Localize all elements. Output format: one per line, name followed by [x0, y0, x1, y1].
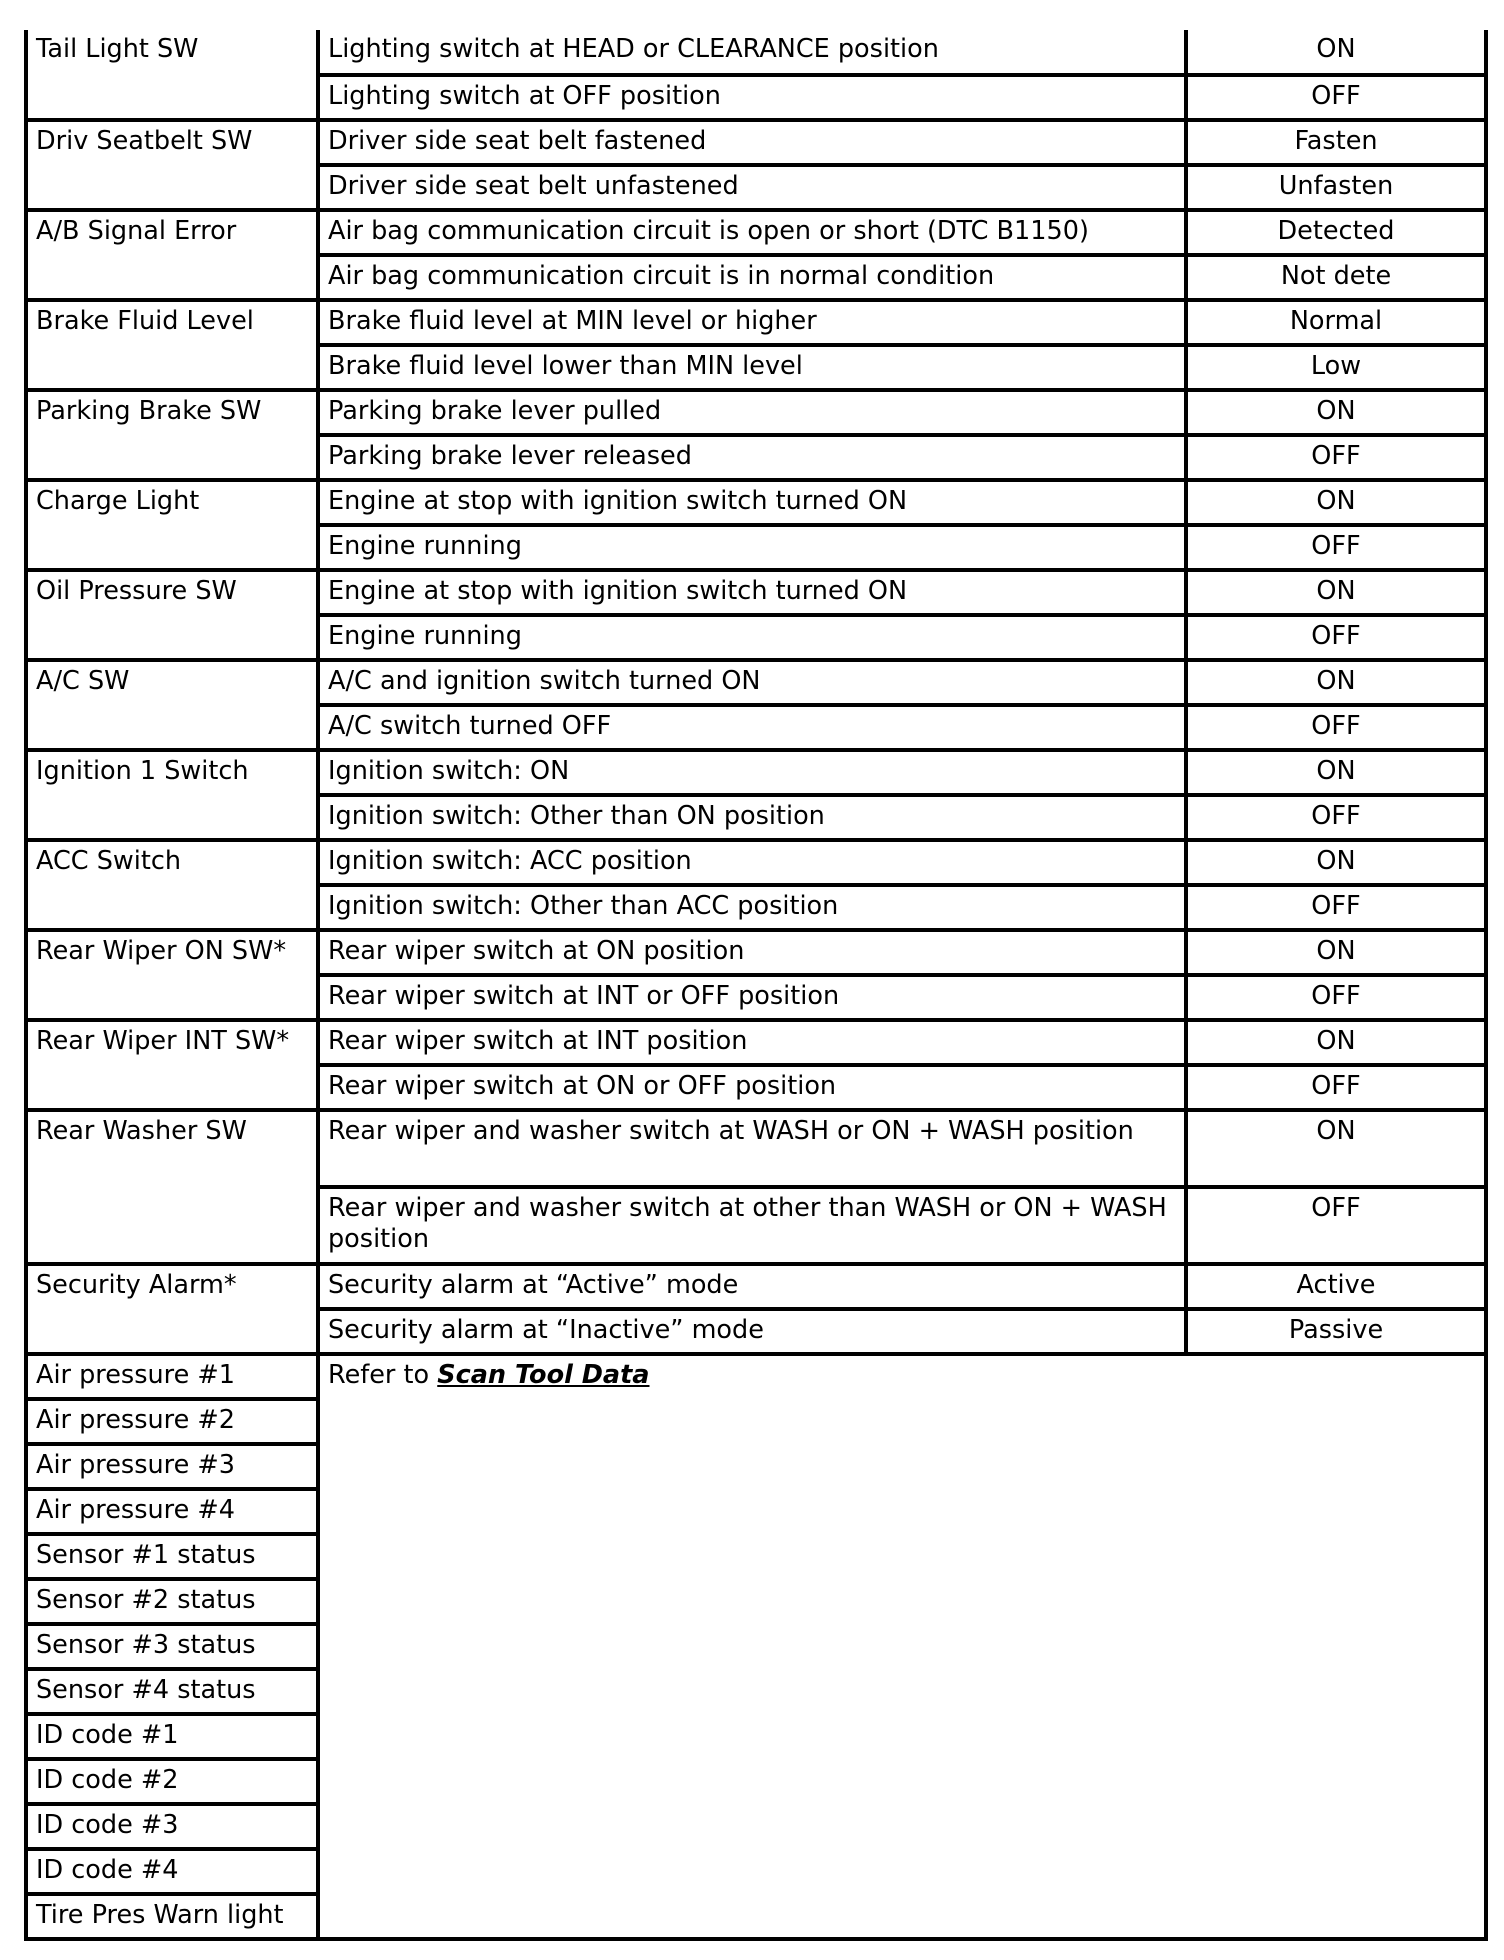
condition-cell: Rear wiper switch at ON position — [318, 930, 1186, 975]
scan-tool-data-table — [24, 30, 1488, 1941]
condition-cell: Engine at stop with ignition switch turned ON — [318, 480, 1186, 525]
item-name-cell: Air pressure #4 — [26, 1489, 318, 1534]
item-name-cell: Sensor #4 status — [26, 1669, 318, 1714]
value-cell: OFF — [1186, 885, 1486, 930]
item-name-cell: ID code #3 — [26, 1804, 318, 1849]
refer-prefix: Refer to — [328, 1360, 438, 1390]
condition-cell: Brake fluid level at MIN level or higher — [318, 300, 1186, 345]
condition-cell: Engine running — [318, 615, 1186, 660]
item-name-cell: Oil Pressure SW — [26, 570, 318, 660]
table-row — [26, 390, 1486, 435]
item-name-cell: Tail Light SW — [26, 30, 318, 120]
condition-cell: Engine at stop with ignition switch turned ON — [318, 570, 1186, 615]
value-cell: Low — [1186, 345, 1486, 390]
item-name-cell: Charge Light — [26, 480, 318, 570]
item-name-cell: Air pressure #1 — [26, 1354, 318, 1399]
item-name-cell: Sensor #2 status — [26, 1579, 318, 1624]
condition-cell: Parking brake lever pulled — [318, 390, 1186, 435]
value-cell: OFF — [1186, 435, 1486, 480]
item-name-cell: Air pressure #3 — [26, 1444, 318, 1489]
value-cell: OFF — [1186, 75, 1486, 120]
table-row — [26, 1264, 1486, 1309]
item-name-cell: Security Alarm* — [26, 1264, 318, 1354]
refer-note-cell — [318, 1354, 1486, 1939]
scan-tool-data-link[interactable]: Scan Tool Data — [437, 1360, 650, 1390]
table-row — [26, 1020, 1486, 1065]
item-name-cell: Ignition 1 Switch — [26, 750, 318, 840]
table-row — [26, 210, 1486, 255]
item-name-cell: ACC Switch — [26, 840, 318, 930]
condition-cell: Rear wiper and washer switch at WASH or ON + WASH position — [318, 1110, 1186, 1187]
value-cell: OFF — [1186, 615, 1486, 660]
condition-cell: Ignition switch: ON — [318, 750, 1186, 795]
item-name-cell: Brake Fluid Level — [26, 300, 318, 390]
condition-cell: A/C and ignition switch turned ON — [318, 660, 1186, 705]
condition-cell: Ignition switch: Other than ON position — [318, 795, 1186, 840]
condition-cell: Security alarm at “Inactive” mode — [318, 1309, 1186, 1354]
item-name-cell: A/B Signal Error — [26, 210, 318, 300]
item-name-cell: Driv Seatbelt SW — [26, 120, 318, 210]
value-cell: Passive — [1186, 1309, 1486, 1354]
table-row — [26, 1110, 1486, 1187]
condition-cell: Air bag communication circuit is open or short (DTC B1150) — [318, 210, 1186, 255]
value-cell: OFF — [1186, 795, 1486, 840]
condition-cell: Lighting switch at OFF position — [318, 75, 1186, 120]
item-name-cell: Sensor #1 status — [26, 1534, 318, 1579]
condition-cell: Brake fluid level lower than MIN level — [318, 345, 1186, 390]
table-row — [26, 30, 1486, 75]
condition-cell: A/C switch turned OFF — [318, 705, 1186, 750]
item-name-cell: Parking Brake SW — [26, 390, 318, 480]
value-cell: ON — [1186, 1110, 1486, 1187]
item-name-cell: A/C SW — [26, 660, 318, 750]
condition-cell: Rear wiper switch at INT position — [318, 1020, 1186, 1065]
table-row — [26, 120, 1486, 165]
condition-cell: Rear wiper switch at ON or OFF position — [318, 1065, 1186, 1110]
condition-cell: Air bag communication circuit is in normal condition — [318, 255, 1186, 300]
table-row — [26, 840, 1486, 885]
value-cell: ON — [1186, 930, 1486, 975]
condition-cell: Parking brake lever released — [318, 435, 1186, 480]
item-name-cell: ID code #1 — [26, 1714, 318, 1759]
value-cell: Fasten — [1186, 120, 1486, 165]
condition-cell: Lighting switch at HEAD or CLEARANCE position — [318, 30, 1186, 75]
table-row — [26, 1354, 1486, 1399]
condition-cell: Driver side seat belt unfastened — [318, 165, 1186, 210]
condition-cell: Rear wiper and washer switch at other than WASH or ON + WASH position — [318, 1187, 1186, 1264]
table-row — [26, 750, 1486, 795]
item-name-cell: Tire Pres Warn light — [26, 1894, 318, 1939]
value-cell: OFF — [1186, 1187, 1486, 1264]
table-row — [26, 660, 1486, 705]
condition-cell: Ignition switch: Other than ACC position — [318, 885, 1186, 930]
value-cell: OFF — [1186, 525, 1486, 570]
item-name-cell: ID code #4 — [26, 1849, 318, 1894]
condition-cell: Ignition switch: ACC position — [318, 840, 1186, 885]
item-name-cell: Sensor #3 status — [26, 1624, 318, 1669]
value-cell: Unfasten — [1186, 165, 1486, 210]
item-name-cell: Rear Washer SW — [26, 1110, 318, 1264]
condition-cell: Rear wiper switch at INT or OFF position — [318, 975, 1186, 1020]
value-cell: ON — [1186, 390, 1486, 435]
item-name-cell: Air pressure #2 — [26, 1399, 318, 1444]
item-name-cell: Rear Wiper ON SW* — [26, 930, 318, 1020]
value-cell: Not dete — [1186, 255, 1486, 300]
condition-cell: Security alarm at “Active” mode — [318, 1264, 1186, 1309]
item-name-cell: Rear Wiper INT SW* — [26, 1020, 318, 1110]
value-cell: ON — [1186, 750, 1486, 795]
value-cell: Normal — [1186, 300, 1486, 345]
table-row — [26, 930, 1486, 975]
condition-cell: Engine running — [318, 525, 1186, 570]
value-cell: ON — [1186, 1020, 1486, 1065]
table-row — [26, 480, 1486, 525]
value-cell: OFF — [1186, 1065, 1486, 1110]
table-row — [26, 300, 1486, 345]
value-cell: ON — [1186, 570, 1486, 615]
value-cell: ON — [1186, 480, 1486, 525]
value-cell: ON — [1186, 660, 1486, 705]
value-cell: ON — [1186, 840, 1486, 885]
value-cell: Detected — [1186, 210, 1486, 255]
value-cell: ON — [1186, 30, 1486, 75]
condition-cell: Driver side seat belt fastened — [318, 120, 1186, 165]
item-name-cell: ID code #2 — [26, 1759, 318, 1804]
table-row — [26, 570, 1486, 615]
value-cell: OFF — [1186, 705, 1486, 750]
value-cell: OFF — [1186, 975, 1486, 1020]
value-cell: Active — [1186, 1264, 1486, 1309]
